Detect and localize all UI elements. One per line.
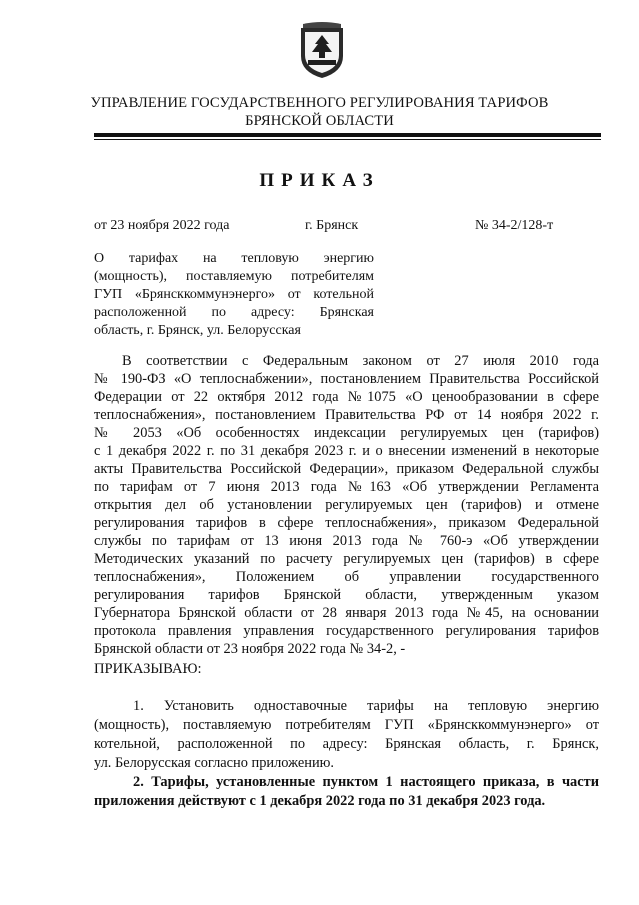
coat-of-arms-emblem [297, 22, 347, 80]
item-1-line: 1. Установить одноставочные тарифы на тепловую энергию [133, 698, 599, 714]
organization-name-line-1: УПРАВЛЕНИЕ ГОСУДАРСТВЕННОГО РЕГУЛИРОВАНИЯ ТАРИФОВ [90, 95, 549, 111]
document-date: от 23 ноября 2022 года [94, 218, 230, 233]
subject-line: ГУП «Брянсккоммунэнерго» от котельной [94, 287, 374, 302]
item-1-line: ул. Белорусская согласно приложению. [94, 755, 335, 771]
preamble-line: № 190-ФЗ «О теплоснабжении», постановлением Правительства Российской [94, 371, 599, 387]
preamble-line: открытия дел об установлении регулируемых цен (тарифов) и отмене [94, 497, 599, 513]
preamble-line: с 1 декабря 2022 г. по 31 декабря 2023 г. и о внесении изменений в некоторые [94, 443, 599, 459]
preamble-line: регулирования тарифов Брянской области, утвержденным указом [94, 587, 599, 603]
preamble-line: В соответствии с Федеральным законом от 27 июля 2010 года [122, 353, 599, 369]
order-heading: ПРИКАЗЫВАЮ: [94, 661, 202, 677]
preamble-line: протокола правления управления государственного регулирования тарифов [94, 623, 599, 639]
preamble-line: Брянской области от 23 ноября 2022 года № 34-2, - [94, 641, 406, 657]
document-subject [94, 250, 374, 340]
preamble-line: регулирования тарифов в сфере теплоснабжения», приказом Федеральной [94, 515, 599, 531]
preamble-line: Федерации от 22 октября 2012 года №1075 «О ценообразовании в сфере [94, 389, 599, 405]
organization-name-line-2: БРЯНСКОЙ ОБЛАСТИ [245, 113, 394, 129]
preamble-line: по тарифам от 7 июня 2013 года №163 «Об утверждении Регламента [94, 479, 599, 495]
subject-line: область, г. Брянск, ул. Белорусская [94, 323, 301, 338]
preamble-line: Губернатора Брянской области от 28 января 2013 года №45, на основании [94, 605, 599, 621]
document-number: № 34-2/128-т [475, 218, 554, 233]
preamble-line: теплоснабжения», Положением об управлении государственного [94, 569, 599, 585]
preamble-line: службы по тарифам от 13 июня 2013 года № 760-э «Об утверждении [94, 533, 599, 549]
subject-line: О тарифах на тепловую энергию [94, 251, 374, 266]
document-city: г. Брянск [305, 218, 359, 233]
header-divider-thin [94, 139, 601, 140]
item-2-line: приложения действуют с 1 декабря 2022 года по 31 декабря 2023 года. [94, 793, 546, 809]
item-1-line: (мощность), поставляемую потребителям ГУП «Брянсккоммунэнерго» от [94, 717, 599, 733]
preamble-line: акты Правительства Российской Федерации», приказом Федеральной службы [94, 461, 599, 477]
preamble-line: № 2053 «Об особенностях индексации регулируемых цен (тарифов) [94, 425, 599, 441]
preamble-line: теплоснабжения», постановлением Правительства РФ от 14 ноября 2022 г. [94, 407, 599, 423]
header-divider-thick [94, 133, 601, 137]
preamble-line: Методических указаний по расчету регулируемых цен (тарифов) в сфере [94, 551, 599, 567]
document-title: ПРИКАЗ [259, 170, 380, 191]
subject-line: расположенной по адресу: Брянская [94, 305, 374, 320]
item-1-line: котельной, расположенной по адресу: Брянская область, г. Брянск, [94, 736, 599, 752]
subject-line: (мощность), поставляемую потребителям [94, 269, 374, 284]
item-2-line: 2. Тарифы, установленные пунктом 1 настоящего приказа, в части [133, 774, 599, 790]
